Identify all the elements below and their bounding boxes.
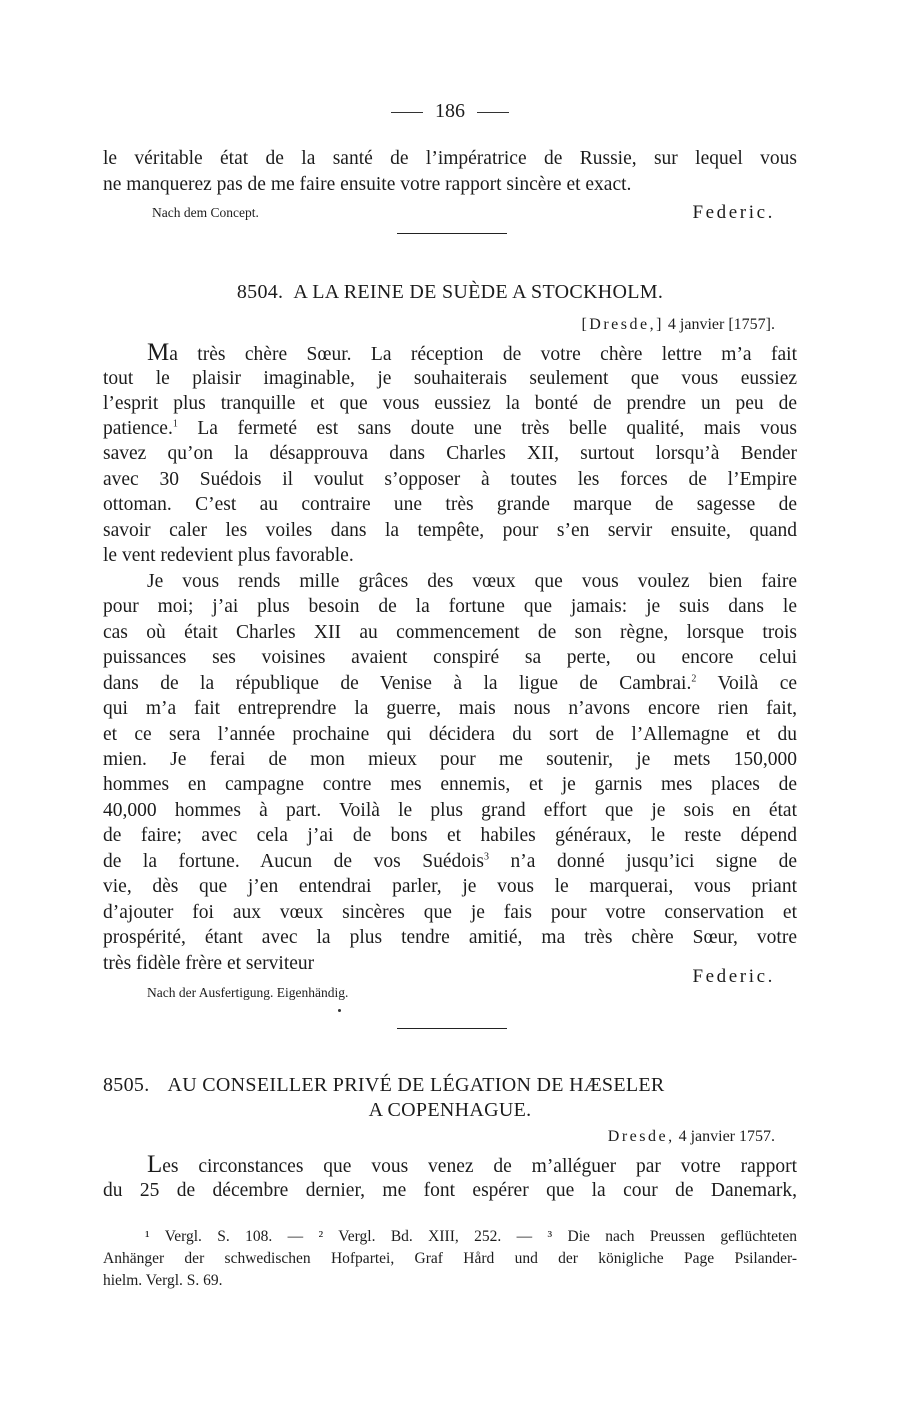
letter-date: 4 janvier 1757. [678,1128,775,1145]
letter-title: AU CONSEILLER PRIVÉ DE LÉGATION DE HÆSELER [167,1074,665,1096]
letter-signature: Federic. [692,966,775,987]
letter-line: avec 30 Suédois il voulut s’opposer à toutes les forces de l’Empire [103,469,797,490]
letter-line: Je vous rends mille grâces des vœux que vous voulez bien faire [147,571,797,592]
section-divider [397,233,507,234]
letter-line: vie, dès que j’en entendrai parler, je vous le marquerai, vous priant [103,876,797,897]
letter-line: très fidèle frère et serviteur [103,953,315,974]
intro-line: le véritable état de la santé de l’impératrice de Russie, sur lequel vous [103,148,797,169]
letter-line: pour moi; j’ai plus besoin de la fortune que jamais: je suis dans le [103,596,797,617]
dash-left [391,112,423,113]
ink-dot [338,1009,341,1012]
letter-dateline [581,314,775,336]
dropcap: L [147,1151,163,1178]
letter-source: Nach der Ausfertigung. Eigenhändig. [147,985,349,1000]
letter-line: Les circonstances que vous venez de m’alléguer par votre rapport [147,1151,797,1178]
dash-right [477,112,509,113]
letter-line: ottoman. C’est au contraire une très grande marque de sagesse de [103,494,797,515]
letter-8504-heading [0,279,900,305]
letter-title: A LA REINE DE SUÈDE A STOCKHOLM. [293,281,664,303]
letter-line: tout le plaisir imaginable, je souhaiterais seulement que vous eussiez [103,368,797,389]
letter-dateline [608,1126,775,1148]
letter-line: savoir caler les voiles dans la tempête, pour s’en servir ensuite, quand [103,520,797,541]
footnote-mark: 2 [691,673,697,685]
letter-line: de la fortune. Aucun de vos Suédois$^3$ n’a donné jusqu’ici signe de [103,851,797,872]
intro-source: Nach dem Concept. [152,205,259,220]
letter-line: qui m’a fait entreprendre la guerre, mais nous n’avons encore rien fait, [103,698,797,719]
footnote-mark: 3 [484,851,489,863]
letter-line: prospérité, étant avec la plus tendre amitié, ma très chère Sœur, votre [103,927,797,948]
footnote-line: hielm. Vergl. S. 69. [103,1272,223,1289]
letter-8505-heading-line2: A COPENHAGUE. [368,1099,532,1121]
intro-line: ne manquerez pas de me faire ensuite votre rapport sincère et exact. [103,174,632,195]
letter-number: 8505. [103,1074,150,1096]
letter-line: savez qu’on la désapprouva dans Charles XII, surtout lorsqu’à Bender [103,443,797,464]
letter-place: Dresde, [607,1128,675,1145]
letter-line: l’esprit plus tranquille et que vous eussiez la bonté de prendre un peu de [103,393,797,414]
letter-date: 4 janvier [1757]. [667,316,775,333]
letter-line: le vent redevient plus favorable. [103,545,354,566]
letter-line: du 25 de décembre dernier, me font espérer que la cour de Danemark, [103,1180,797,1201]
letter-line: dans de la république de Venise à la ligue de Cambrai.$^2$ Voilà ce [103,673,798,694]
letter-line: patience.$^1$ La fermeté est sans doute une très belle qualité, mais vous [103,418,797,439]
letter-line: cas où était Charles XII au commencement de son règne, lorsque trois [103,622,797,643]
footnote-mark: 1 [172,418,178,430]
letter-place: [Dresde,] [581,316,664,333]
letter-number: 8504. [236,281,284,303]
letter-line: et ce sera l’année prochaine qui décidera du sort de l’Allemagne et du [103,724,797,745]
letter-line: 40,000 hommes à part. Voilà le plus grand effort que je sois en état [103,800,797,821]
dropcap: M [147,339,170,366]
footnote-line: Anhänger der schwedischen Hofpartei, Graf Hård und der königliche Page Psilander- [103,1250,797,1267]
footnote-line: ¹ Vergl. S. 108. — ² Vergl. Bd. XIII, 252. — ³ Die nach Preussen geflüchteten [145,1228,797,1245]
letter-8505-heading [103,1072,797,1098]
section-divider [397,1028,507,1029]
letter-line: mien. Je ferai de mon mieux pour me soutenir, je mets 150,000 [103,749,797,770]
letter-line: puissances ses voisines avaient conspiré sa perte, ou encore celui [103,647,797,668]
letter-line: de faire; avec cela j’ai de bons et habiles généraux, le reste dépend [103,825,797,846]
letter-line: Ma très chère Sœur. La réception de votre chère lettre m’a fait [147,339,797,366]
page-number [0,98,900,124]
letter-line: hommes en campagne contre mes ennemis, et je garnis mes places de [103,774,797,795]
intro-signature: Federic. [692,202,775,223]
letter-line: d’ajouter foi aux vœux sincères que je fais pour votre conservation et [103,902,797,923]
page-number-text: 186 [435,100,465,122]
